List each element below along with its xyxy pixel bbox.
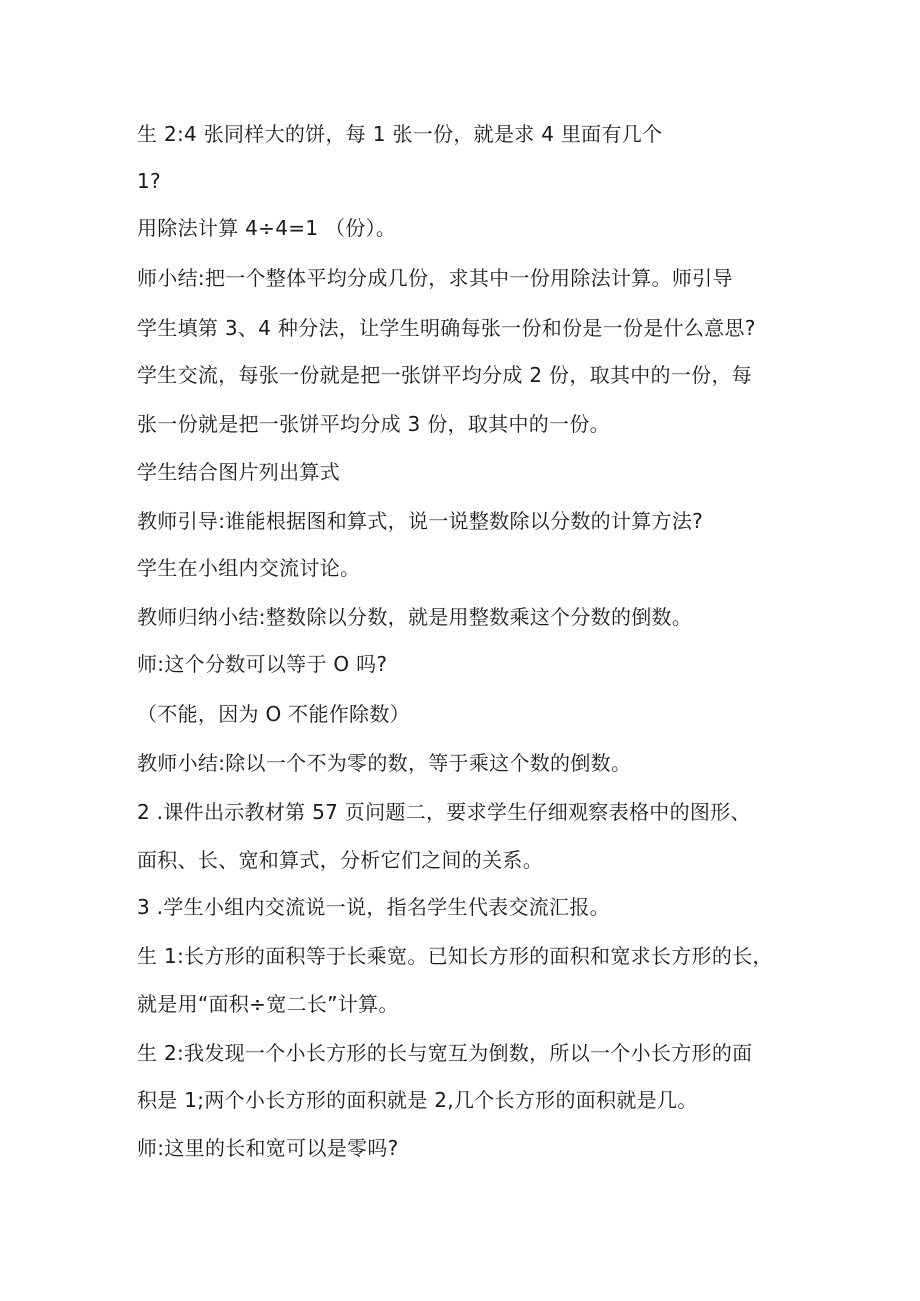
text-line: 教师引导:谁能根据图和算式，说一说整数除以分数的计算方法? bbox=[137, 509, 704, 533]
text-line: 积是 1;两个小长方形的面积就是 2,几个长方形的面积就是几。 bbox=[137, 1088, 698, 1112]
text-line: 生 1:长方形的面积等于长乘宽。已知长方形的面积和宽求长方形的长， bbox=[137, 944, 773, 968]
text-line: 学生在小组内交流讨论。 bbox=[137, 556, 361, 580]
text-line: 面积、长、宽和算式，分析它们之间的关系。 bbox=[137, 848, 543, 872]
text-line: 就是用“面积÷宽二长”计算。 bbox=[137, 992, 399, 1016]
text-line: 学生交流，每张一份就是把一张饼平均分成 2 份，取其中的一份，每 bbox=[137, 363, 753, 387]
text-line: 张一份就是把一张饼平均分成 3 份，取其中的一份。 bbox=[137, 412, 610, 436]
text-line: 1? bbox=[137, 169, 161, 193]
text-line: 教师归纳小结:整数除以分数，就是用整数乘这个分数的倒数。 bbox=[137, 605, 693, 629]
text-line: 师小结:把一个整体平均分成几份，求其中一份用除法计算。师引导 bbox=[137, 266, 733, 290]
text-line: （不能，因为 O 不能作除数） bbox=[137, 702, 410, 726]
text-line: 生 2:4 张同样大的饼，每 1 张一份，就是求 4 里面有几个 bbox=[137, 122, 663, 146]
text-line: 教师小结:除以一个不为零的数，等于乘这个数的倒数。 bbox=[137, 751, 632, 775]
text-line: 学生填第 3、4 种分法，让学生明确每张一份和份是一份是什么意思? bbox=[137, 316, 756, 340]
text-line: 3 .学生小组内交流说一说，指名学生代表交流汇报。 bbox=[137, 895, 610, 919]
text-line: 用除法计算 4÷4=1 （份）。 bbox=[137, 216, 397, 240]
text-line: 2 .课件出示教材第 57 页问题二，要求学生仔细观察表格中的图形、 bbox=[137, 800, 751, 824]
text-line: 师:这个分数可以等于 O 吗? bbox=[137, 652, 388, 676]
text-line: 生 2:我发现一个小长方形的长与宽互为倒数，所以一个小长方形的面 bbox=[137, 1041, 753, 1065]
text-line: 学生结合图片列出算式 bbox=[137, 460, 340, 484]
text-line: 师:这里的长和宽可以是零吗? bbox=[137, 1136, 399, 1160]
